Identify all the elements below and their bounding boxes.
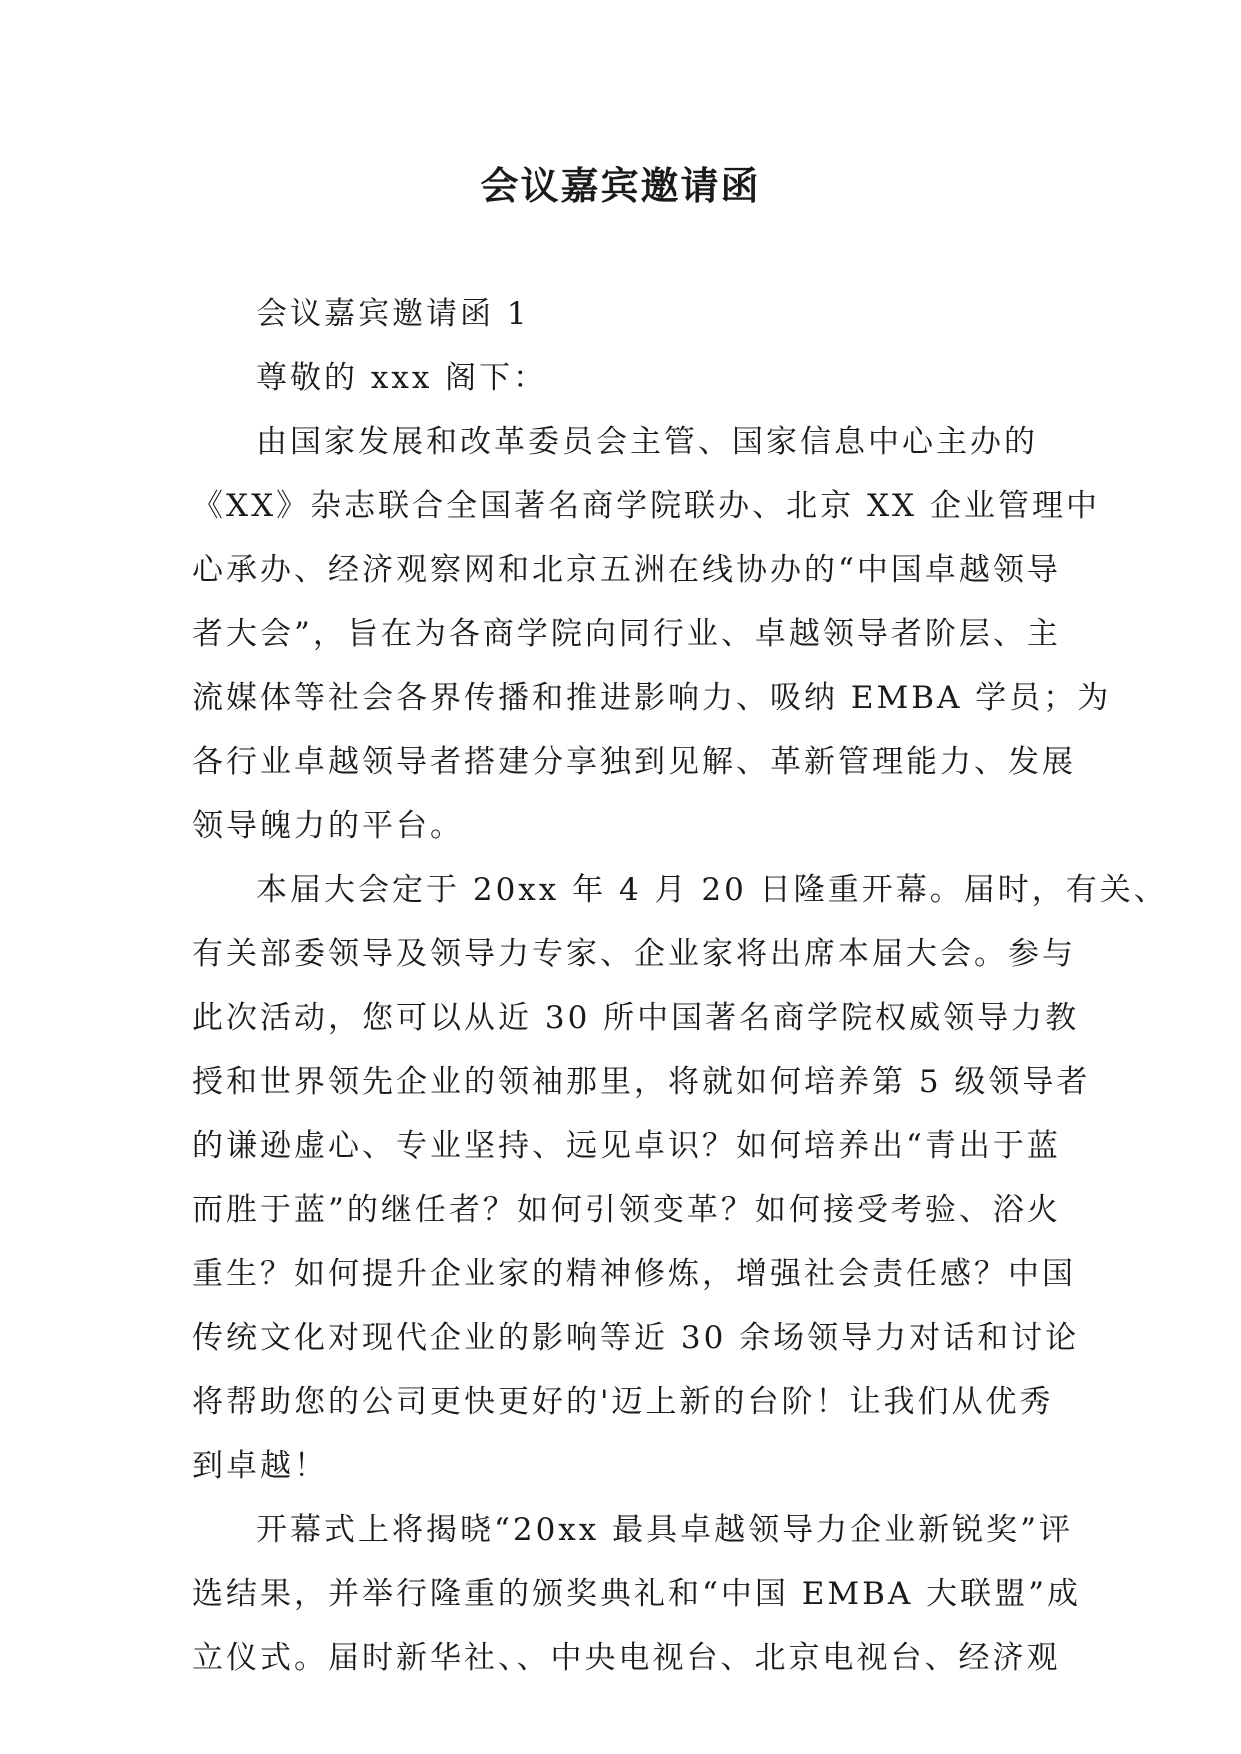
- paragraph-line: 重生？如何提升企业家的精神修炼，增强社会责任感？中国: [192, 1256, 1076, 1292]
- document-subtitle: 会议嘉宾邀请函 1: [256, 296, 530, 332]
- paragraph-line: 者大会”，旨在为各商学院向同行业、卓越领导者阶层、主: [192, 616, 1061, 652]
- paragraph-line: 本届大会定于 20xx 年 4 月 20 日隆重开幕。届时，有关、: [256, 872, 1168, 908]
- paragraph-line: 有关部委领导及领导力专家、企业家将出席本届大会。参与: [192, 936, 1076, 972]
- paragraph-line: 领导魄力的平台。: [192, 808, 464, 844]
- salutation: 尊敬的 xxx 阁下：: [256, 360, 548, 396]
- paragraph-line: 心承办、经济观察网和北京五洲在线协办的“中国卓越领导: [192, 552, 1061, 588]
- document-title: 会议嘉宾邀请函: [480, 163, 761, 208]
- paragraph-line: 立仪式。届时新华社、、中央电视台、北京电视台、经济观: [192, 1640, 1061, 1676]
- paragraph-line: 流媒体等社会各界传播和推进影响力、吸纳 EMBA 学员；为: [192, 680, 1112, 716]
- paragraph-3: [192, 1498, 1081, 1690]
- paragraph-line: 此次活动，您可以从近 30 所中国著名商学院权威领导力教: [192, 1000, 1080, 1036]
- paragraph-line: 各行业卓越领导者搭建分享独到见解、革新管理能力、发展: [192, 744, 1076, 780]
- paragraph-line: 选结果，并举行隆重的颁奖典礼和“中国 EMBA 大联盟”成: [192, 1576, 1081, 1612]
- paragraph-line: 传统文化对现代企业的影响等近 30 余场领导力对话和讨论: [192, 1320, 1080, 1356]
- paragraph-1: [192, 410, 1112, 858]
- paragraph-line: 而胜于蓝”的继任者？如何引领变革？如何接受考验、浴火: [192, 1192, 1061, 1228]
- paragraph-line: 授和世界领先企业的领袖那里，将就如何培养第 5 级领导者: [192, 1064, 1091, 1100]
- paragraph-line: 的谦逊虚心、专业坚持、远见卓识？如何培养出“青出于蓝: [192, 1128, 1061, 1164]
- paragraph-line: 《XX》杂志联合全国著名商学院联办、北京 XX 企业管理中: [192, 488, 1100, 524]
- document-body: [192, 282, 1168, 1690]
- paragraph-line: 将帮助您的公司更快更好的'迈上新的台阶！让我们从优秀: [192, 1384, 1054, 1420]
- paragraph-line: 开幕式上将揭晓“20xx 最具卓越领导力企业新锐奖”评: [256, 1512, 1073, 1548]
- paragraph-2: [192, 858, 1168, 1498]
- paragraph-line: 到卓越！: [192, 1448, 328, 1484]
- paragraph-line: 由国家发展和改革委员会主管、国家信息中心主办的: [256, 424, 1038, 460]
